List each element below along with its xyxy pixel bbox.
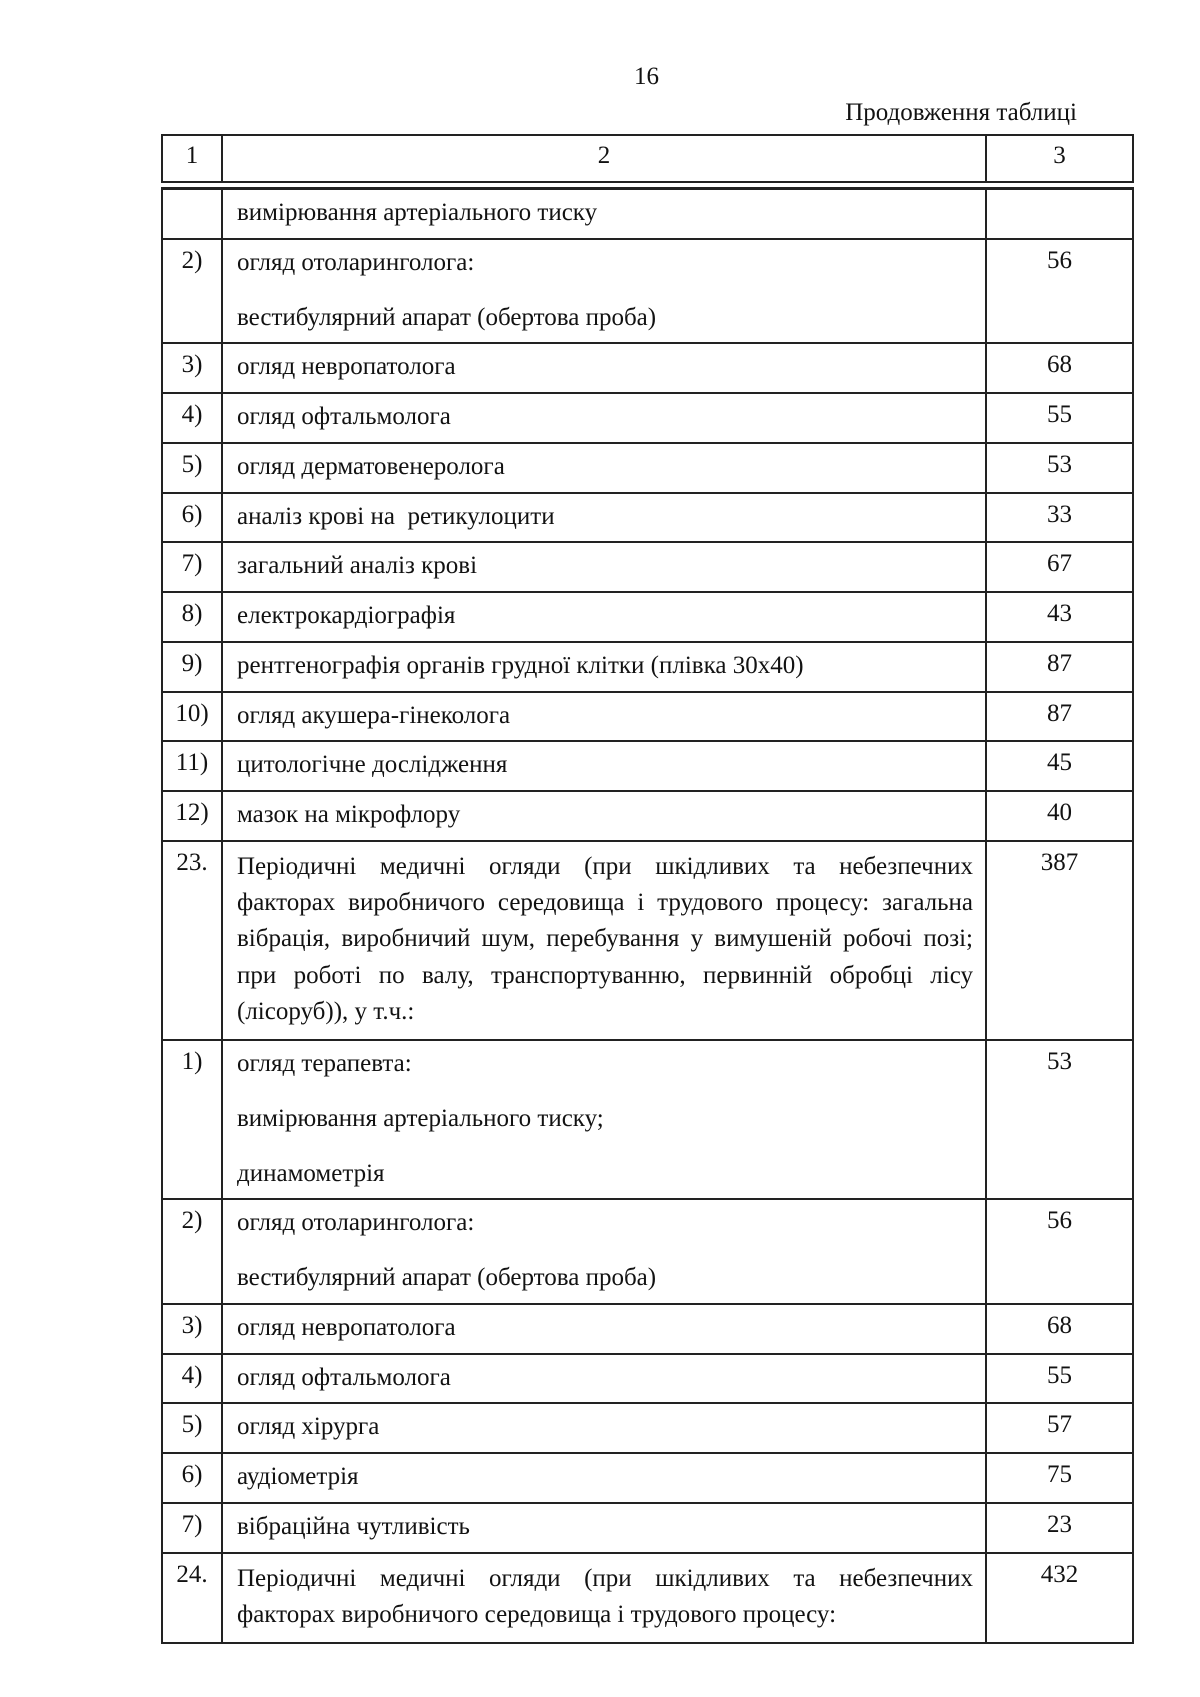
row-value-cell: 56 (986, 1199, 1133, 1304)
row-number-cell: 3) (162, 343, 222, 393)
header-col-1: 1 (162, 135, 222, 182)
row-number-cell: 24. (162, 1553, 222, 1644)
table-row (162, 493, 1133, 543)
row-number-cell: 4) (162, 1354, 222, 1404)
table-row (162, 393, 1133, 443)
row-text-line: огляд отоларинголога: (237, 248, 475, 276)
row-value-cell: 68 (986, 343, 1133, 393)
row-text-cell (222, 1354, 986, 1404)
row-number-cell: 5) (162, 1403, 222, 1453)
table-row (162, 189, 1133, 239)
row-value-cell: 33 (986, 493, 1133, 543)
row-text-line: вестибулярний апарат (обертова проба) (237, 1264, 657, 1291)
row-number-cell (162, 189, 222, 239)
page-number: 16 (634, 63, 659, 90)
row-text-cell (222, 1040, 986, 1199)
row-text-line: мазок на мікрофлору (237, 801, 461, 828)
table-rows (162, 189, 1133, 1644)
row-text-cell (222, 1403, 986, 1453)
row-text-line: огляд невропатолога (237, 1313, 456, 1341)
row-value-cell: 68 (986, 1304, 1133, 1354)
row-text-cell (222, 642, 986, 692)
row-number-cell: 7) (162, 542, 222, 592)
row-text-cell (222, 791, 986, 841)
row-number-cell: 8) (162, 592, 222, 642)
row-text-line: огляд акушера-гінеколога (237, 701, 511, 729)
row-value-cell: 75 (986, 1453, 1133, 1503)
table-row (162, 1403, 1133, 1453)
table-header (161, 134, 1134, 183)
row-text-line: загальний аналіз крові (237, 552, 478, 580)
row-number-cell: 11) (162, 741, 222, 791)
row-value-cell: 53 (986, 443, 1133, 493)
row-text-line: вестибулярний апарат (обертова проба) (237, 303, 657, 331)
row-number-cell: 5) (162, 443, 222, 493)
row-text-cell (222, 692, 986, 742)
row-text-line: рентгенографія органів грудної клітки (плівка 30х40) (237, 651, 804, 679)
row-value-cell: 56 (986, 239, 1133, 344)
row-text-line: огляд дерматовенеролога (237, 452, 505, 480)
row-text-cell (222, 189, 986, 239)
row-number-cell: 2) (162, 239, 222, 344)
header-col-2: 2 (222, 135, 986, 182)
row-value-cell: 57 (986, 1403, 1133, 1453)
row-text-line: аудіометрія (237, 1463, 359, 1490)
table-row (162, 692, 1133, 742)
row-number-cell: 6) (162, 1453, 222, 1503)
page-content (161, 0, 1132, 1644)
row-number-cell: 2) (162, 1199, 222, 1304)
row-value-cell: 55 (986, 393, 1133, 443)
row-value-cell: 55 (986, 1354, 1133, 1404)
row-text-line: вібраційна чутливість (237, 1512, 470, 1540)
row-text-line: огляд отоларинголога: (237, 1209, 475, 1237)
row-text-cell (222, 1453, 986, 1503)
row-text-line: огляд офтальмолога (237, 403, 451, 430)
table-row (162, 443, 1133, 493)
row-text-line: огляд невропатолога (237, 353, 456, 381)
table-body (161, 187, 1134, 1644)
row-text-line: огляд хірурга (237, 1413, 380, 1441)
table-row (162, 239, 1133, 344)
row-number-cell: 7) (162, 1503, 222, 1553)
row-text-cell (222, 343, 986, 393)
table-row (162, 1304, 1133, 1354)
row-text-line: цитологічне дослідження (237, 751, 508, 779)
row-value-cell: 87 (986, 692, 1133, 742)
row-text-cell (222, 1199, 986, 1304)
row-text-line: електрокардіографія (237, 602, 456, 629)
table-row (162, 642, 1133, 692)
row-text-line: Періодичні медичні огляди (при шкідливих та небезпечних факторах виробничого середовища і трудового процесу: загальна вібрація, виробничий шум, перебування у вимушеній робочі позі; при роботі по валу, транспортуванню, первинній обробці лісу (лісоруб)), у т.ч.: (237, 852, 973, 1025)
row-value-cell: 45 (986, 741, 1133, 791)
row-text-cell (222, 841, 986, 1040)
table-row (162, 1354, 1133, 1404)
row-text-cell (222, 592, 986, 642)
row-text-cell (222, 1503, 986, 1553)
header-col-3: 3 (986, 135, 1133, 182)
table-row (162, 791, 1133, 841)
row-number-cell: 23. (162, 841, 222, 1040)
table-row (162, 841, 1133, 1040)
table-row (162, 592, 1133, 642)
row-value-cell: 87 (986, 642, 1133, 692)
row-number-cell: 4) (162, 393, 222, 443)
row-value-cell: 40 (986, 791, 1133, 841)
table-row (162, 1553, 1133, 1644)
table-row (162, 741, 1133, 791)
row-number-cell: 6) (162, 493, 222, 543)
row-text-line: огляд офтальмолога (237, 1363, 451, 1391)
row-number-cell: 10) (162, 692, 222, 742)
table-header-row (162, 135, 1133, 182)
row-text-line: вимірювання артеріального тиску; (237, 1104, 604, 1132)
row-text-line: Періодичні медичні огляди (при шкідливих та небезпечних факторах виробничого середовища і трудового процесу: (237, 1564, 973, 1628)
row-text-cell (222, 741, 986, 791)
row-number-cell: 12) (162, 791, 222, 841)
row-value-cell: 387 (986, 841, 1133, 1040)
table-row (162, 1503, 1133, 1553)
row-text-line: динамометрія (237, 1159, 385, 1187)
row-value-cell: 432 (986, 1553, 1133, 1644)
table-row (162, 1040, 1133, 1199)
table-row (162, 343, 1133, 393)
row-text-cell (222, 443, 986, 493)
row-text-line: аналіз крові на ретикулоцити (237, 502, 555, 530)
table-row (162, 542, 1133, 592)
row-text-cell (222, 493, 986, 543)
row-value-cell (986, 189, 1133, 239)
table-continuation-label: Продовження таблиці (845, 99, 1077, 126)
row-number-cell: 1) (162, 1040, 222, 1199)
table-row (162, 1199, 1133, 1304)
row-value-cell: 23 (986, 1503, 1133, 1553)
row-number-cell: 3) (162, 1304, 222, 1354)
row-value-cell: 67 (986, 542, 1133, 592)
row-value-cell: 53 (986, 1040, 1133, 1199)
row-text-cell (222, 1553, 986, 1644)
row-text-cell (222, 239, 986, 344)
row-number-cell: 9) (162, 642, 222, 692)
row-text-cell (222, 542, 986, 592)
row-text-cell (222, 1304, 986, 1354)
row-value-cell: 43 (986, 592, 1133, 642)
row-text-cell (222, 393, 986, 443)
table-row (162, 1453, 1133, 1503)
row-text-line: вимірювання артеріального тиску (237, 199, 598, 226)
row-text-line: огляд терапевта: (237, 1050, 412, 1077)
